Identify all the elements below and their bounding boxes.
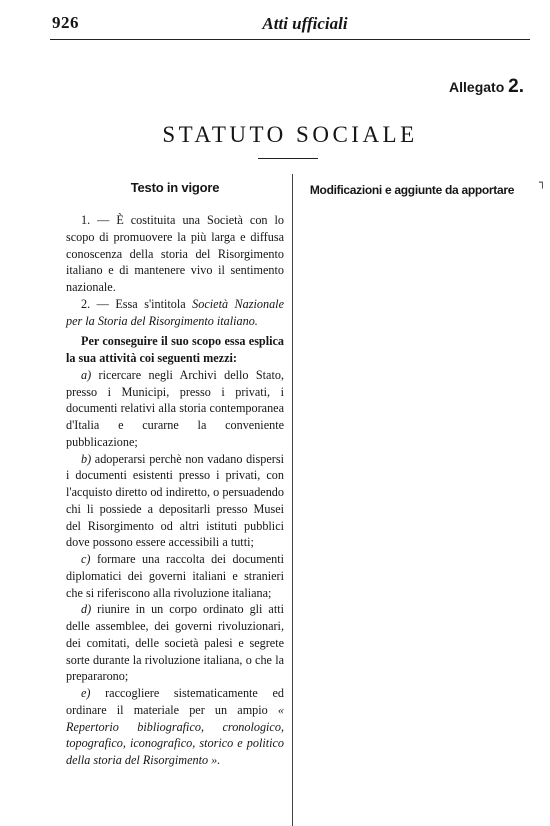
item-d-letter: d) [81, 602, 92, 617]
item-b-text: adoperarsi perchè non vadano dispersi i documenti esistenti presso i privati, con l'acquisto diretto od indiretto, o persuadendo chi li possiede a depositarli presso Musei del Risorgimento od altri istituti pubblici dove possono essere accessibili a tutti; [66, 451, 284, 550]
allegato-number: 2. [508, 76, 524, 97]
title-rule [258, 158, 318, 159]
item-b [66, 451, 284, 552]
page-number: 926 [52, 13, 79, 32]
article-1: 1. — È costituita una Società con lo scopo di promuovere la più larga e diffusa conoscenza della storia del Risorgimento italiano e di mantenere vivo il sentimento nazionale. [66, 213, 284, 294]
right-column-heading: Modificazioni e aggiunte da apportare [309, 183, 515, 197]
left-column-heading: Testo in vigore [130, 180, 220, 195]
item-e [66, 685, 284, 769]
article-2-prefix: 2. — Essa s'intitola [81, 296, 193, 311]
article-2 [66, 296, 284, 330]
item-a-text: ricercare negli Archivi dello Stato, presso i Municipi, presso i privati, i documenti relativi alla storia contemporanea d'Italia e curarne la conveniente pubblicazione; [66, 367, 284, 449]
item-c-letter: c) [81, 552, 91, 566]
left-column-body [66, 212, 284, 769]
repertorio-title: « Repertorio bibliografico, cronologico, topografico, iconografico, storico e politico della storia del Risorgimento ». [66, 702, 284, 767]
item-c-text: formare una raccolta dei documenti diplomatici dei governi italiani e stranieri che si riferiscono alla rivoluzione italiana; [66, 552, 284, 600]
item-a [66, 367, 284, 451]
item-b-letter: b) [81, 451, 92, 466]
page-edge-mark-icon: ┐ [539, 176, 546, 189]
allegato-text: Allegato [449, 79, 505, 95]
item-e-letter: e) [81, 686, 91, 700]
item-c [66, 551, 284, 601]
society-name: Società Nazionale per la Storia del Risorgimento italiano. [66, 296, 284, 328]
allegato-label [449, 76, 524, 98]
item-a-letter: a) [81, 367, 92, 382]
column-divider [292, 174, 293, 826]
header-rule [50, 39, 530, 40]
item-d-text: riunire in un corpo ordinato gli atti delle assemblee, dei governi rivoluzionari, dei comitati, delle società palesi e segrete sorte durante la rivoluzione italiana, o che la prepararono; [66, 602, 284, 684]
means-intro: Per conseguire il suo scopo essa esplica la sua attività coi seguenti mezzi: [66, 334, 284, 365]
item-e-text: raccogliere sistematicamente ed ordinare il materiale per un ampio [66, 686, 284, 717]
document-title: STATUTO SOCIALE [162, 122, 418, 147]
item-d [66, 601, 284, 685]
running-title: Atti ufficiali [262, 14, 348, 33]
